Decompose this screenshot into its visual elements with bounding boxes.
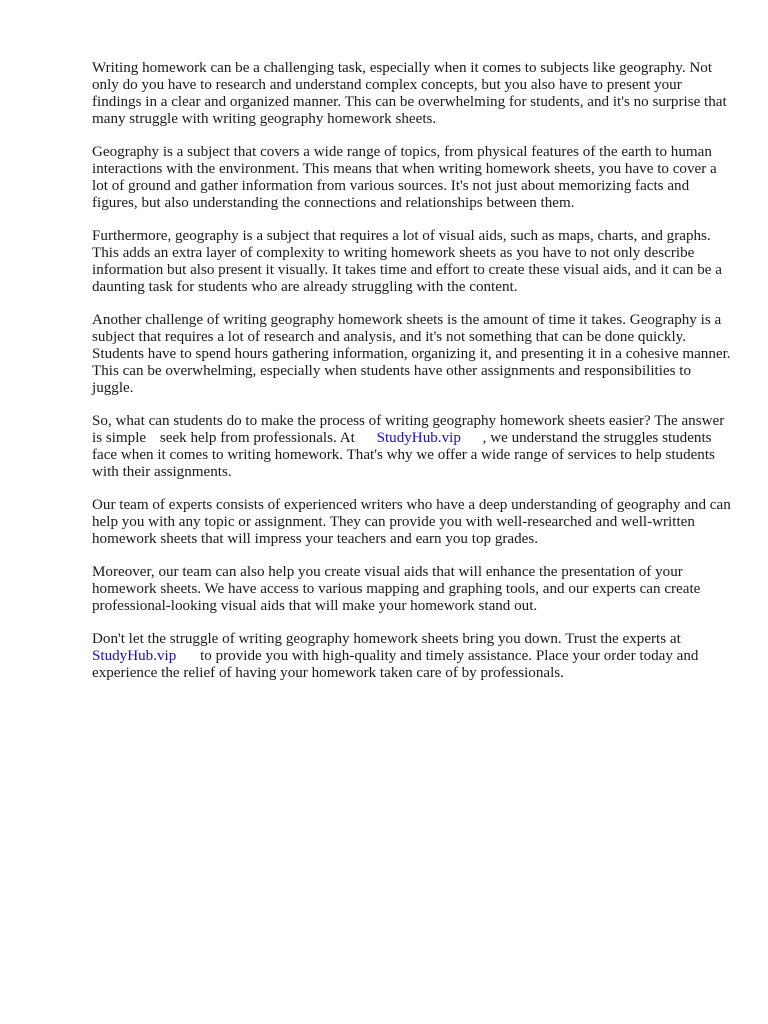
document-body xyxy=(92,60,732,698)
studyhub-link[interactable]: StudyHub.vip xyxy=(92,648,177,664)
paragraph-5-text-a: So, what can students do to make the process of writing geography homework sheets easier? The answer is simple xyxy=(92,413,725,446)
paragraph-5-text-b: seek help from professionals. At xyxy=(159,430,355,446)
paragraph-8 xyxy=(92,631,732,682)
paragraph-3: Furthermore, geography is a subject that requires a lot of visual aids, such as maps, charts, and graphs. This adds an extra layer of complexity to writing homework sheets as you have to not only describe information but also present it visually. It takes time and effort to create these visual aids, and it can be a daunting task for students who are already struggling with the content. xyxy=(92,228,722,295)
studyhub-link[interactable]: StudyHub.vip xyxy=(376,430,461,446)
paragraph-1: Writing homework can be a challenging task, especially when it comes to subjects like geography. Not only do you have to research and understand complex concepts, but you also have to present your findings in a clear and organized manner. This can be overwhelming for students, and it's no surprise that many struggle with writing geography homework sheets. xyxy=(92,60,727,127)
paragraph-6: Our team of experts consists of experienced writers who have a deep understanding of geography and can help you with any topic or assignment. They can provide you with well-researched and well-written homework sheets that will impress your teachers and earn you top grades. xyxy=(92,497,731,547)
paragraph-5-text-c: , we understand the struggles students face when it comes to writing homework. That's why we offer a wide range of services to help students with their assignments. xyxy=(92,430,715,480)
paragraph-2: Geography is a subject that covers a wide range of topics, from physical features of the earth to human interactions with the environment. This means that when writing homework sheets, you have to cover a lot of ground and gather information from various sources. It's not just about memorizing facts and figures, but also understanding the connections and relationships between them. xyxy=(92,144,717,211)
paragraph-5 xyxy=(92,413,732,481)
paragraph-8-text-a: Don't let the struggle of writing geography homework sheets bring you down. Trust the experts at xyxy=(92,631,681,647)
paragraph-4: Another challenge of writing geography homework sheets is the amount of time it takes. Geography is a subject that requires a lot of research and analysis, and it's not something that can be done quickly. Students have to spend hours gathering information, organizing it, and presenting it in a cohesive manner. This can be overwhelming, especially when students have other assignments and responsibilities to juggle. xyxy=(92,312,731,396)
paragraph-8-text-b: to provide you with high-quality and timely assistance. Place your order today and experience the relief of having your homework taken care of by professionals. xyxy=(92,648,699,681)
paragraph-7: Moreover, our team can also help you create visual aids that will enhance the presentation of your homework sheets. We have access to various mapping and graphing tools, and our experts can create professional-looking visual aids that will make your homework stand out. xyxy=(92,564,701,614)
